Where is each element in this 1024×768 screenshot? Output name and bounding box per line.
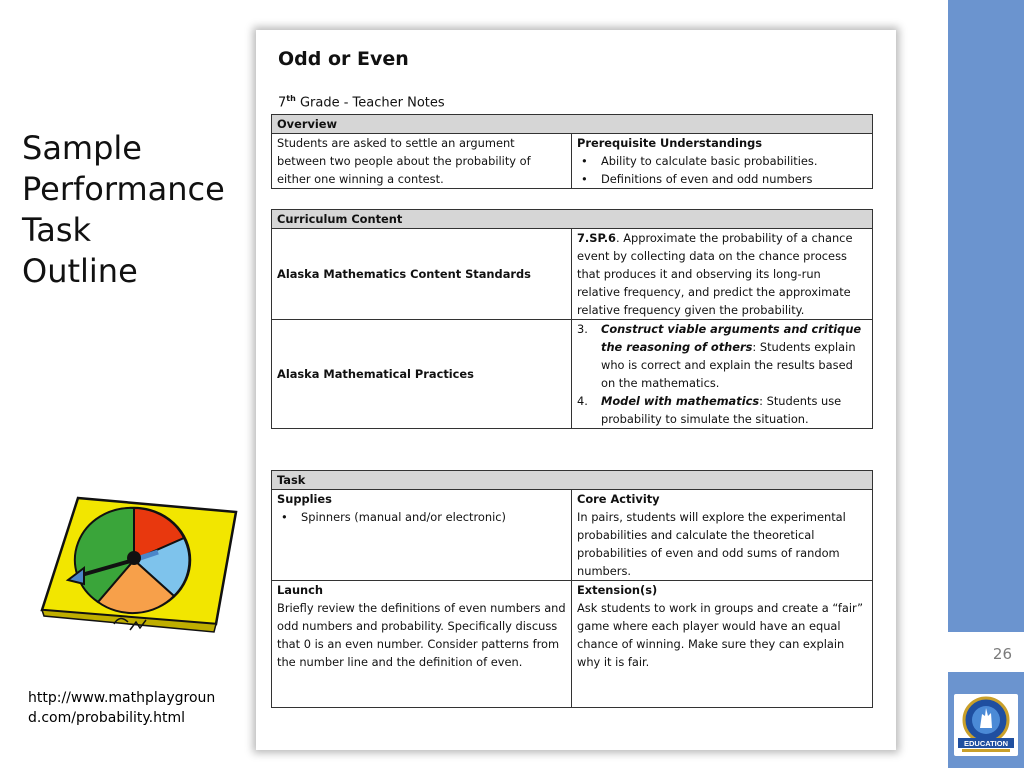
grade-number: 7 [278, 95, 287, 111]
overview-header: Overview [272, 115, 873, 134]
curriculum-header: Curriculum Content [272, 210, 873, 229]
practice-text: : Students explain who is correct and explain the results based on the mathematics. [601, 340, 856, 390]
extension-cell [572, 581, 873, 708]
grade-label: Grade - Teacher Notes [295, 95, 445, 111]
slide-title-line: Task [22, 211, 92, 249]
logo-wordmark: EDUCATION [963, 739, 1009, 748]
task-table [271, 470, 873, 708]
list-item: • Definitions of even and odd numbers [577, 170, 867, 188]
curriculum-table [271, 209, 873, 429]
list-item [577, 320, 867, 392]
overview-text: Students are asked to settle an argument between two people about the probability of either one winning a contest. [272, 134, 572, 189]
supplies-cell [272, 490, 572, 581]
list-item: • Spinners (manual and/or electronic) [277, 508, 566, 526]
source-link-line[interactable]: http://www.mathplaygroun [28, 690, 216, 706]
practice-title: Construct viable arguments and critique the reasoning of others [601, 322, 862, 354]
launch-text: Briefly review the definitions of even numbers and odd numbers and probability. Specifically discuss that 0 is an even number. Consider patterns from the number line and the definition of even. [277, 601, 566, 669]
slide-title [22, 128, 225, 292]
launch-title: Launch [277, 583, 324, 597]
grade-suffix: th [286, 94, 296, 103]
practice-text: : Students use probability to simulate the situation. [601, 394, 842, 426]
overview-table [271, 114, 873, 189]
practices-list [577, 320, 867, 428]
document-title: Odd or Even [278, 48, 409, 70]
slide-title-line: Outline [22, 252, 138, 290]
extension-text: Ask students to work in groups and create a “fair” game where each player would have an equal chance of winning. Make sure they can explain why it is fair. [577, 601, 864, 669]
teacher-notes-document [256, 30, 896, 750]
prerequisite-cell [572, 134, 873, 189]
standards-text: . Approximate the probability of a chance event by collecting data on the chance process that produces it and observing its long-run relative frequency, and predict the approximate relative frequency given the probability. [577, 231, 853, 317]
core-activity-text: In pairs, students will explore the experimental probabilities and calculate the theoretical probabilities of even and odd sums of random numbers. [577, 510, 846, 578]
slide-title-line: Sample [22, 129, 142, 167]
prerequisite-title: Prerequisite Understandings [577, 136, 762, 150]
list-item [577, 392, 867, 428]
task-header: Task [272, 471, 873, 490]
spinner-illustration [38, 492, 238, 652]
list-number: 3. [577, 322, 588, 336]
document-subtitle [278, 94, 445, 110]
practice-title: Model with mathematics [601, 394, 760, 408]
education-department-logo [954, 694, 1018, 756]
practices-cell [572, 320, 873, 429]
list-item: • Ability to calculate basic probabilities. [577, 152, 867, 170]
page-number: 26 [992, 645, 1012, 663]
standards-code: 7.SP.6 [577, 231, 616, 245]
standards-label: Alaska Mathematics Content Standards [272, 229, 572, 320]
prerequisite-list [577, 152, 867, 188]
core-activity-cell [572, 490, 873, 581]
standards-cell [572, 229, 873, 320]
list-number: 4. [577, 394, 588, 408]
supplies-title: Supplies [277, 492, 332, 506]
practices-label: Alaska Mathematical Practices [272, 320, 572, 429]
source-link-line[interactable]: d.com/probability.html [28, 710, 185, 726]
slide-title-line: Performance [22, 170, 225, 208]
launch-cell [272, 581, 572, 708]
supplies-list [277, 508, 566, 526]
extension-title: Extension(s) [577, 583, 658, 597]
core-activity-title: Core Activity [577, 492, 660, 506]
source-link[interactable] [28, 688, 215, 728]
